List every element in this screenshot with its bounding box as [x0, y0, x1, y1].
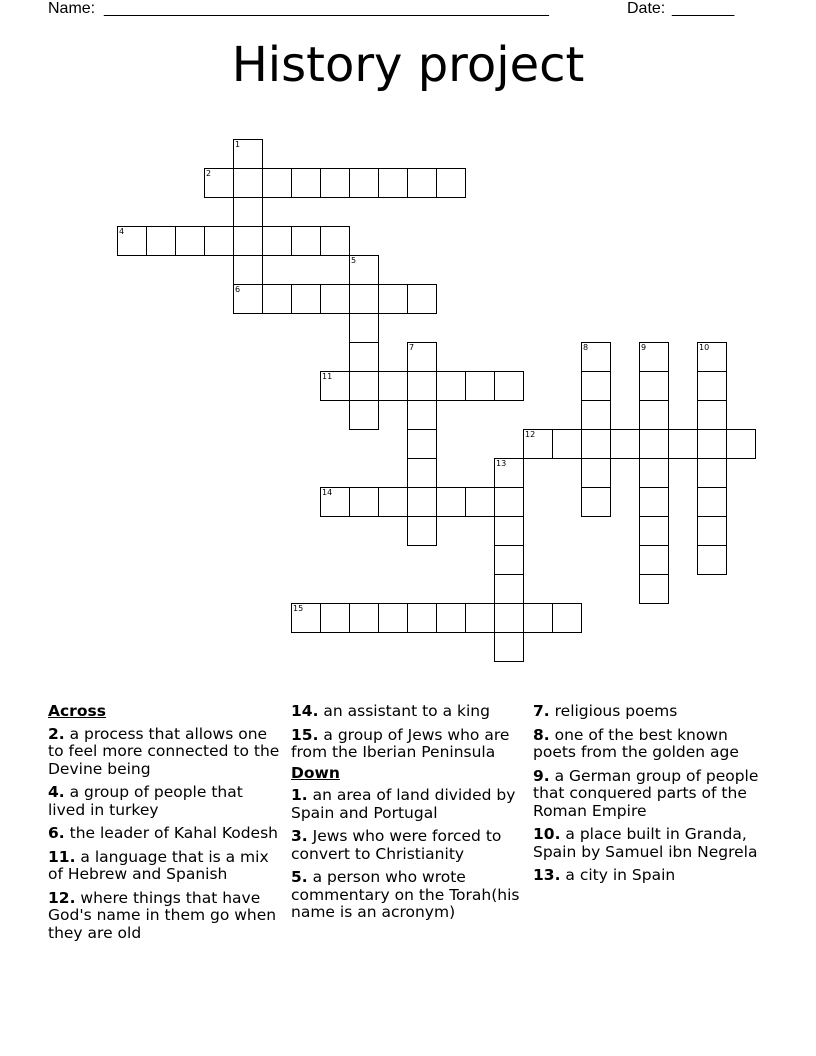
crossword-cell[interactable] [494, 603, 524, 633]
crossword-cell[interactable] [291, 168, 321, 198]
crossword-cell[interactable] [233, 226, 263, 256]
crossword-cell[interactable] [291, 284, 321, 314]
clue-number: 11. [48, 847, 76, 866]
crossword-cell[interactable] [494, 632, 524, 662]
page-title: History project [231, 37, 585, 93]
crossword-cell[interactable] [407, 487, 437, 517]
crossword-cell[interactable] [233, 284, 263, 314]
crossword-cell[interactable] [581, 342, 611, 372]
crossword-cell[interactable] [697, 545, 727, 575]
clue-number: 12. [48, 888, 76, 907]
clue-text: a city in Spain [565, 866, 676, 884]
clue-text: an area of land divided by Spain and Portugal [291, 786, 516, 822]
crossword-cell[interactable] [523, 603, 553, 633]
clue-text: an assistant to a king [323, 702, 490, 720]
clue-item [48, 890, 283, 943]
cell-number: 14 [322, 488, 333, 497]
crossword-cell[interactable] [378, 487, 408, 517]
clue-column-3 [533, 703, 768, 891]
crossword-cell[interactable] [581, 458, 611, 488]
crossword-cell[interactable] [639, 574, 669, 604]
clue-text: a person who wrote commentary on the Torah(his name is an acronym) [291, 868, 520, 921]
clue-number: 10. [533, 825, 561, 843]
crossword-cell[interactable] [407, 429, 437, 459]
crossword-cell[interactable] [581, 371, 611, 401]
clue-item [291, 828, 526, 863]
crossword-cell[interactable] [407, 342, 437, 372]
clue-number: 2. [48, 724, 65, 743]
clue-text: a group of people that lived in turkey [48, 783, 243, 819]
crossword-cell[interactable] [407, 371, 437, 401]
crossword-cell[interactable] [465, 371, 495, 401]
worksheet-header [0, 0, 816, 20]
across-header: Across [48, 702, 106, 720]
crossword-cell[interactable] [291, 226, 321, 256]
clue-item [291, 727, 526, 762]
crossword-cell[interactable] [349, 603, 379, 633]
crossword-cell[interactable] [697, 487, 727, 517]
cell-number: 7 [409, 343, 415, 352]
crossword-cell[interactable] [204, 226, 234, 256]
clue-item [533, 727, 768, 762]
cell-number: 9 [641, 343, 647, 352]
crossword-cell[interactable] [697, 400, 727, 430]
crossword-cell[interactable] [233, 255, 263, 285]
crossword-cell[interactable] [494, 371, 524, 401]
name-field[interactable]: __________________________________________________ [104, 0, 549, 17]
crossword-cell[interactable] [378, 284, 408, 314]
clue-item [48, 726, 283, 779]
crossword-cell[interactable] [407, 168, 437, 198]
crossword-cell[interactable] [697, 342, 727, 372]
crossword-cell[interactable] [407, 458, 437, 488]
name-label: Name: [48, 0, 96, 17]
down-header: Down [291, 763, 340, 782]
crossword-cell[interactable] [233, 139, 263, 169]
crossword-cell[interactable] [639, 545, 669, 575]
crossword-cell[interactable] [349, 168, 379, 198]
crossword-cell[interactable] [407, 603, 437, 633]
crossword-cell[interactable] [639, 458, 669, 488]
crossword-cell[interactable] [697, 371, 727, 401]
clue-number: 9. [533, 766, 550, 785]
crossword-cell[interactable] [407, 284, 437, 314]
crossword-cell[interactable] [436, 487, 466, 517]
crossword-cell[interactable] [581, 400, 611, 430]
crossword-cell[interactable] [726, 429, 756, 459]
clue-column-1 [48, 703, 283, 948]
crossword-cell[interactable] [523, 429, 553, 459]
crossword-cell[interactable] [668, 429, 698, 459]
crossword-cell[interactable] [610, 429, 640, 459]
clue-item [533, 703, 768, 721]
crossword-cell[interactable] [117, 226, 147, 256]
crossword-cell[interactable] [581, 429, 611, 459]
crossword-cell[interactable] [581, 487, 611, 517]
crossword-cell[interactable] [407, 516, 437, 546]
crossword-cell[interactable] [639, 487, 669, 517]
crossword-cell[interactable] [465, 603, 495, 633]
cell-number: 6 [235, 285, 241, 294]
crossword-cell[interactable] [349, 487, 379, 517]
clue-item [48, 849, 283, 884]
crossword-cell[interactable] [320, 603, 350, 633]
clue-item [533, 826, 768, 861]
crossword-cell[interactable] [349, 255, 379, 285]
crossword-cell[interactable] [349, 342, 379, 372]
crossword-cell[interactable] [494, 487, 524, 517]
cell-number: 13 [496, 459, 507, 468]
crossword-cell[interactable] [407, 400, 437, 430]
crossword-cell[interactable] [378, 603, 408, 633]
clue-column-2 [291, 703, 526, 928]
crossword-cell[interactable] [639, 429, 669, 459]
crossword-cell[interactable] [262, 284, 292, 314]
crossword-cell[interactable] [697, 429, 727, 459]
clue-number: 4. [48, 783, 65, 801]
crossword-cell[interactable] [262, 168, 292, 198]
crossword-cell[interactable] [494, 516, 524, 546]
crossword-cell[interactable] [436, 168, 466, 198]
crossword-cell[interactable] [146, 226, 176, 256]
crossword-cell[interactable] [320, 226, 350, 256]
clue-text: the leader of Kahal Kodesh [69, 824, 278, 842]
clue-number: 14. [291, 702, 319, 720]
crossword-cell[interactable] [320, 487, 350, 517]
clue-text: a place built in Granda, Spain by Samuel ibn Negrela [533, 825, 758, 861]
crossword-cell[interactable] [320, 168, 350, 198]
clue-number: 5. [291, 868, 308, 886]
cell-number: 12 [525, 430, 536, 439]
clue-item [48, 825, 283, 843]
cell-number: 4 [119, 227, 125, 236]
crossword-cell[interactable] [494, 574, 524, 604]
date-field[interactable]: _______ [672, 0, 735, 17]
crossword-cell[interactable] [552, 429, 582, 459]
crossword-cell[interactable] [233, 168, 263, 198]
clue-number: 7. [533, 702, 550, 720]
cell-number: 2 [206, 169, 212, 178]
crossword-cell[interactable] [436, 371, 466, 401]
clue-item [533, 768, 768, 821]
clue-number: 3. [291, 827, 308, 845]
crossword-cell[interactable] [349, 284, 379, 314]
crossword-cell[interactable] [639, 342, 669, 372]
clue-item [291, 869, 526, 922]
clue-text: a German group of people that conquered parts of the Roman Empire [533, 766, 759, 820]
cell-number: 10 [699, 343, 710, 352]
crossword-cell[interactable] [494, 545, 524, 575]
clue-text: a group of Jews who are from the Iberian Peninsula [291, 725, 510, 761]
crossword-cell[interactable] [697, 458, 727, 488]
clue-number: 6. [48, 824, 65, 842]
crossword-cell[interactable] [233, 197, 263, 227]
crossword-cell[interactable] [349, 313, 379, 343]
crossword-cell[interactable] [639, 516, 669, 546]
crossword-cell[interactable] [436, 603, 466, 633]
clue-number: 13. [533, 866, 561, 884]
clue-text: one of the best known poets from the golden age [533, 725, 739, 761]
clue-item [291, 787, 526, 822]
crossword-cell[interactable] [378, 371, 408, 401]
clue-text: a language that is a mix of Hebrew and Spanish [48, 847, 269, 883]
cell-number: 15 [293, 604, 304, 613]
clue-item [533, 867, 768, 885]
clue-text: religious poems [554, 702, 678, 720]
crossword-cell[interactable] [204, 168, 234, 198]
clue-number: 15. [291, 725, 319, 744]
crossword-cell[interactable] [291, 603, 321, 633]
crossword-cell[interactable] [349, 371, 379, 401]
crossword-cell[interactable] [494, 458, 524, 488]
cell-number: 1 [235, 140, 241, 149]
crossword-cell[interactable] [175, 226, 205, 256]
crossword-cell[interactable] [552, 603, 582, 633]
clue-item [291, 703, 526, 721]
crossword-cell[interactable] [262, 226, 292, 256]
crossword-cell[interactable] [320, 371, 350, 401]
crossword-cell[interactable] [697, 516, 727, 546]
clue-number: 1. [291, 786, 308, 804]
clue-text: a process that allows one to feel more connected to the Devine being [48, 724, 280, 778]
cell-number: 11 [322, 372, 333, 381]
clue-item [48, 784, 283, 819]
date-label: Date: [627, 0, 666, 17]
clue-text: where things that have God's name in them go when they are old [48, 888, 277, 942]
crossword-cell[interactable] [639, 400, 669, 430]
clue-text: Jews who were forced to convert to Christianity [291, 827, 502, 863]
clue-number: 8. [533, 725, 550, 744]
cell-number: 8 [583, 343, 589, 352]
crossword-cell[interactable] [320, 284, 350, 314]
crossword-cell[interactable] [349, 400, 379, 430]
crossword-cell[interactable] [378, 168, 408, 198]
crossword-cell[interactable] [639, 371, 669, 401]
cell-number: 5 [351, 256, 357, 265]
crossword-cell[interactable] [465, 487, 495, 517]
